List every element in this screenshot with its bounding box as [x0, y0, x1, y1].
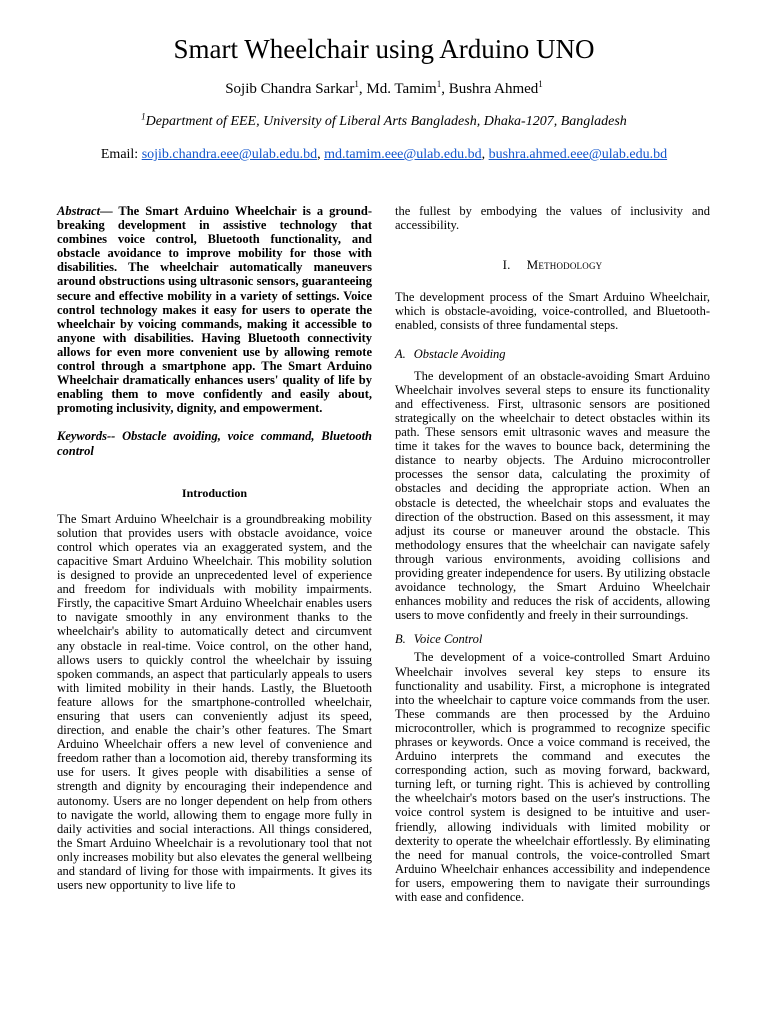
keywords — [57, 429, 372, 457]
affiliation — [0, 112, 768, 132]
affiliation-text: Department of EEE, University of Liberal Arts Bangladesh, Dhaka-1207, Bangladesh — [145, 114, 627, 129]
email-link[interactable]: md.tamim.eee@ulab.edu.bd — [324, 147, 482, 162]
section-number: I. — [502, 257, 511, 273]
subsection-heading-voice — [395, 632, 710, 646]
author-name: Sojib Chandra Sarkar — [225, 81, 355, 97]
keywords-label: Keywords-- — [57, 429, 116, 444]
introduction-text: The Smart Arduino Wheelchair is a groundbreaking mobility solution that provides users with obstacle avoidance, voice control which operates via an exaggerated system, and the capacitive Smart Arduino Wheelchair. This mobility solution is designed to provide an unprecedented level of experience and freedom for individuals with mobility impairments. Firstly, the capacitive Smart Arduino Wheelchair enables users to navigate smoothly in any environment thanks to the wheelchair's ability to automatically detect and circumvent any obstacle in real-time. Voice control, on the other hand, allows users to quickly control the wheelchair by issuing spoken commands, an aspect that particularly appeals to users with limited mobility in their hands. Lastly, the Bluetooth feature allows for the smartphone-controlled wheelchair, ensuring that users can conveniently adjust its speed, direction, and enable the chair’s other features. The Smart Arduino Wheelchair offers a new level of convenience and freedom rather than a locomotion aid, thereby transforming its use for users. It gives people with disabilities a sense of strength and dignity by encouraging their independence and autonomy. Users are no longer dependent on help from others to navigate the world, allowing them to engage more fully in daily activities and social interactions. All things considered, the Smart Arduino Wheelchair is a revolutionary tool that not only increases mobility but also elevates the general wellbeing and standard of living for those with impairments. It gives its users new opportunity to live life to — [57, 511, 372, 893]
affiliation-superscript: 1 — [538, 79, 543, 89]
subsection-label: A. — [395, 346, 406, 361]
author-name: Bushra Ahmed — [448, 81, 539, 97]
email-line: Email: sojib.chandra.eee@ulab.edu.bd, md.tamim.eee@ulab.edu.bd, bushra.ahmed.eee@ulab.edu.bd — [100, 147, 668, 162]
subsection-title: Voice Control — [413, 632, 483, 647]
affiliation-mark: 1 — [141, 111, 146, 122]
methodology-intro: The development process of the Smart Arduino Wheelchair, which is obstacle-avoiding, voice-controlled, and Bluetooth-enabled, consists of three fundamental steps. — [395, 290, 710, 333]
voice-control-text: The development of a voice-controlled Smart Arduino Wheelchair involves several key steps to ensure its functionality and usability. First, a microphone is integrated into the wheelchair to capture voice commands from the user. These commands are then processed by the Arduino microcontroller, which is programmed to recognize specific phrases or keywords. Once a voice command is received, the Arduino interprets the command and executes the corresponding action, such as moving forward, backward, turning left, or turning right. This is achieved by controlling the wheelchair's motors based on the user's instructions. The voice control system is designed to be intuitive and user-friendly, allowing individuals with limited mobility or dexterity to operate the wheelchair effortlessly. By eliminating the need for manual controls, the voice-controlled Smart Arduino Wheelchair enhances accessibility and independence for users, empowering them to navigate their surroundings with ease and confidence. — [395, 650, 710, 905]
abstract: Abstract— The Smart Arduino Wheelchair is a ground-breaking development in assistive technology that combines voice control, Bluetooth functionality, and obstacle avoidance to improve mobility for those with disabilities. The wheelchair automatically maneuvers around obstructions using ultrasonic sensors, guaranteeing secure and effective mobility in a variety of settings. Voice control technology makes it easy for users to operate the wheelchair by voicing commands, making it accessible to anyone with disabilities. Having Bluetooth connectivity allows for even more convenient use by allowing remote control through a smartphone app. The Smart Arduino Wheelchair dramatically enhances users' quality of life by enabling them to move confidently and easily about, promoting inclusivity, dignity, and empowerment. — [57, 204, 372, 416]
subsection-heading-obstacle — [395, 347, 710, 361]
email-label: Email: — [100, 147, 142, 162]
subsection-title: Obstacle Avoiding — [413, 346, 506, 361]
affiliation-superscript: 1 — [354, 79, 359, 89]
paper-title: Smart Wheelchair using Arduino UNO — [173, 34, 595, 64]
left-column — [57, 204, 372, 892]
subsection-label: B. — [395, 632, 406, 647]
email-link[interactable]: bushra.ahmed.eee@ulab.edu.bd — [488, 147, 668, 162]
introduction-continuation: the fullest by embodying the values of inclusivity and accessibility. — [395, 204, 710, 233]
affiliation-superscript: 1 — [436, 79, 442, 89]
section-title: Methodology — [526, 257, 603, 273]
right-column — [395, 204, 710, 904]
author-list: Sojib Chandra Sarkar$^1$, Md. Tamim$^1$, Bushra Ahmed$^1$ — [225, 79, 543, 97]
introduction-heading: Introduction — [181, 485, 248, 500]
email-link[interactable]: sojib.chandra.eee@ulab.edu.bd — [141, 147, 318, 162]
abstract-label: Abstract — [57, 204, 101, 218]
methodology-heading — [395, 258, 710, 272]
abstract-text: The Smart Arduino Wheelchair is a ground-breaking development in assistive technology that combines voice control, Bluetooth functionality, and obstacle avoidance to improve mobility for those with disabilities. The wheelchair automatically maneuvers around obstructions using ultrasonic sensors, guaranteeing secure and effective mobility in a variety of settings. Voice control technology makes it easy for users to operate the wheelchair by voicing commands, making it accessible to anyone with disabilities. Having Bluetooth connectivity allows for even more convenient use by allowing remote control through a smartphone app. The Smart Arduino Wheelchair dramatically enhances users' quality of life by enabling them to move confidently and easily about, promoting inclusivity, dignity, and empowerment. — [57, 204, 372, 416]
obstacle-avoiding-text: The development of an obstacle-avoiding Smart Arduino Wheelchair involves several steps to ensure its functionality and effectiveness. First, ultrasonic sensors are positioned strategically on the wheelchair to detect obstacles within its path. These sensors emit ultrasonic waves and measure the time it takes for the waves to bounce back, determining the distance to nearby objects. The Arduino microcontroller processes the sensor data, calculating the proximity of obstacles and deciding the appropriate action. When an obstacle is detected, the wheelchair stops and evaluates the direction of the obstruction. Based on this assessment, it may adjust its course or maneuver around the obstacle. This methodology ensures that the wheelchair can navigate safely through various environments, avoiding collisions and providing greater independence for users. By utilizing obstacle avoidance technology, the Smart Arduino Wheelchair enhances mobility and reduces the risk of accidents, allowing users to move confidently and freely in their surroundings. — [395, 368, 710, 623]
author-name: Md. Tamim — [366, 81, 437, 97]
keywords-text: Obstacle avoiding, voice command, Bluetooth control — [57, 429, 372, 458]
